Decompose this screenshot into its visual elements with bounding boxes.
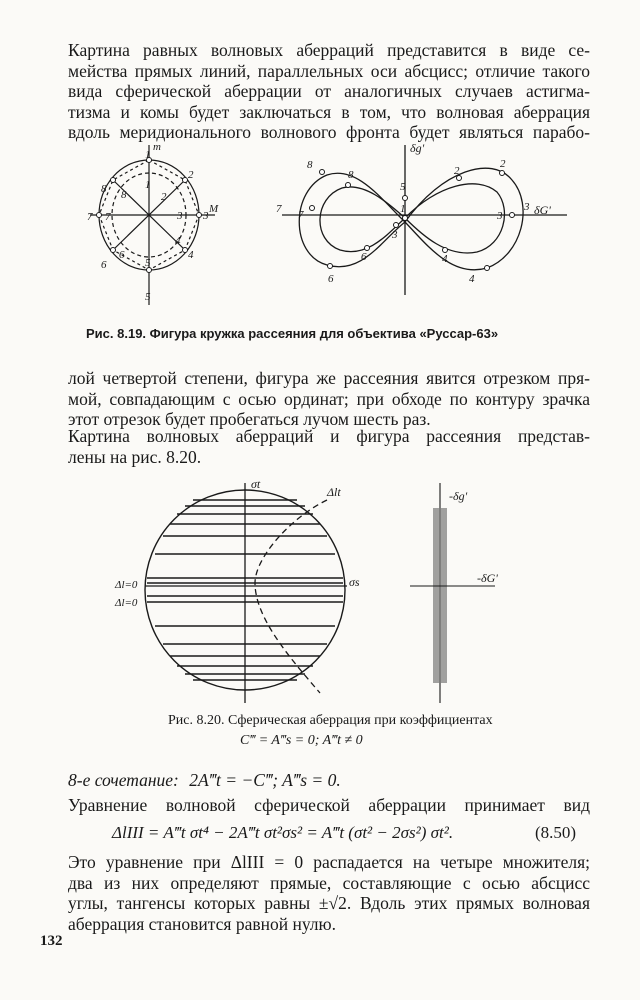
combination-line [68, 770, 341, 791]
figure-8-20-caption-line-2: C‴ = A‴s = 0; A‴t ≠ 0 [240, 733, 363, 748]
figure-8-20-left-diagram [115, 478, 375, 708]
point-label: 3 [392, 229, 398, 241]
point-label: 5 [145, 291, 151, 303]
point-label: 2 [500, 158, 506, 170]
text-line: вида сферической аберрации от аналогичных случаев астигма- [68, 81, 590, 102]
text-line: Уравнение волновой сферической аберрации принимает вид [68, 795, 590, 815]
y-axis-label: -δg' [449, 489, 468, 503]
point-label: 8 [307, 159, 313, 171]
sigma-s-label: σs [349, 575, 360, 589]
text-line: этот отрезок будет пробегаться лучом шесть раз. [68, 409, 431, 430]
figure-eight-outer [299, 168, 523, 270]
point-label: 1 [400, 203, 406, 215]
delta-l-zero-label: Δl=0 [115, 579, 138, 591]
paragraph-1 [68, 40, 590, 143]
point-label: 3 [177, 210, 183, 222]
point-label: 6 [119, 249, 125, 261]
point-label: 2 [161, 191, 167, 203]
figure-8-19-right-diagram [272, 140, 572, 300]
point-label: 7 [276, 203, 282, 215]
equation-number: (8.50) [535, 823, 577, 842]
text-line: два из них определяют прямые, составляющие с осью абсцисс [68, 872, 590, 893]
point-label: 3 [524, 201, 530, 213]
point-label: 7 [105, 211, 111, 223]
figure-eight-inner [320, 184, 505, 253]
delta-l-zero-label: Δl=0 [115, 597, 138, 609]
point-label: 4 [175, 235, 181, 247]
point-label: 2 [454, 165, 460, 177]
combination-formula: 2A‴t = −C‴; A‴s = 0. [189, 770, 341, 790]
m-axis-label: m [153, 141, 161, 153]
text-line: тизма и комы будет заключаться в том, что волновая аберрация [68, 101, 590, 122]
point-label: 7 [87, 211, 93, 223]
point-label: 5 [145, 257, 151, 269]
text-line: мейства прямых линий, параллельных оси абсцисс; отличие такого [68, 60, 590, 81]
point-label: 8 [348, 169, 354, 181]
paragraph-2 [68, 368, 590, 430]
point-label: 1 [145, 179, 151, 191]
combination-label: 8-е сочетание: [68, 770, 179, 790]
y-axis-label: δg' [410, 141, 425, 155]
text-line: аберрация становится равной нулю. [68, 913, 336, 934]
page-number: 132 [40, 933, 63, 949]
point-label: 6 [101, 259, 107, 271]
figure-8-20-right-diagram [405, 478, 525, 708]
text-line: Картина волновых аберраций и фигура рассеяния представ- [68, 426, 590, 446]
figure-8-19-caption: Рис. 8.19. Фигура кружка рассеяния для объектива «Руссар-63» [86, 326, 499, 341]
text-line: лены на рис. 8.20. [68, 446, 202, 467]
paragraph-3 [68, 426, 590, 467]
point-label: 2 [188, 169, 194, 181]
sigma-t-label: σt [251, 477, 261, 491]
paragraph-4 [68, 795, 590, 816]
paragraph-5 [68, 852, 590, 934]
point-label: 4 [188, 249, 194, 261]
point-label: 3 [203, 210, 209, 222]
equation-8-50: ΔlIII = A‴t σt⁴ − 2A‴t σt²σs² = A‴t (σt² − 2σs²) σt². [112, 823, 454, 842]
point-label: 3 [497, 210, 503, 222]
figure-8-20-caption-line-1: Рис. 8.20. Сферическая аберрация при коэффициентах [168, 713, 493, 728]
point-label: 4 [442, 253, 448, 265]
x-axis-label: -δG' [477, 571, 498, 585]
text-line: мой, совпадающим с осью ординат; при обходе по контуру зрачка [68, 388, 590, 409]
M-axis-label: M [209, 203, 219, 215]
figure-8-19-left-diagram [85, 140, 225, 310]
text-line: лой четвертой степени, фигура же рассеяния явится отрезком пря- [68, 368, 590, 388]
point-label: 4 [469, 273, 475, 285]
text-line: Картина равных волновых аберраций представится в виде се- [68, 40, 590, 60]
point-label: 8 [121, 189, 127, 201]
text-line: вдоль меридионального волнового фронта будет являться парабо- [68, 122, 590, 143]
point-label: 1 [145, 149, 151, 161]
text-line: Это уравнение при ΔlIII = 0 распадается на четыре множителя; [68, 852, 590, 872]
point-label: 6 [328, 273, 334, 285]
point-label: 6 [361, 251, 367, 263]
point-label: 5 [400, 181, 406, 193]
x-axis-label: δG' [534, 203, 551, 217]
point-label: 8 [101, 183, 107, 195]
text-line: углы, тангенсы которых равны ±√2. Вдоль этих прямых волновая [68, 893, 590, 914]
delta-lt-label: Δlt [327, 485, 341, 499]
point-label: 7 [298, 209, 304, 221]
